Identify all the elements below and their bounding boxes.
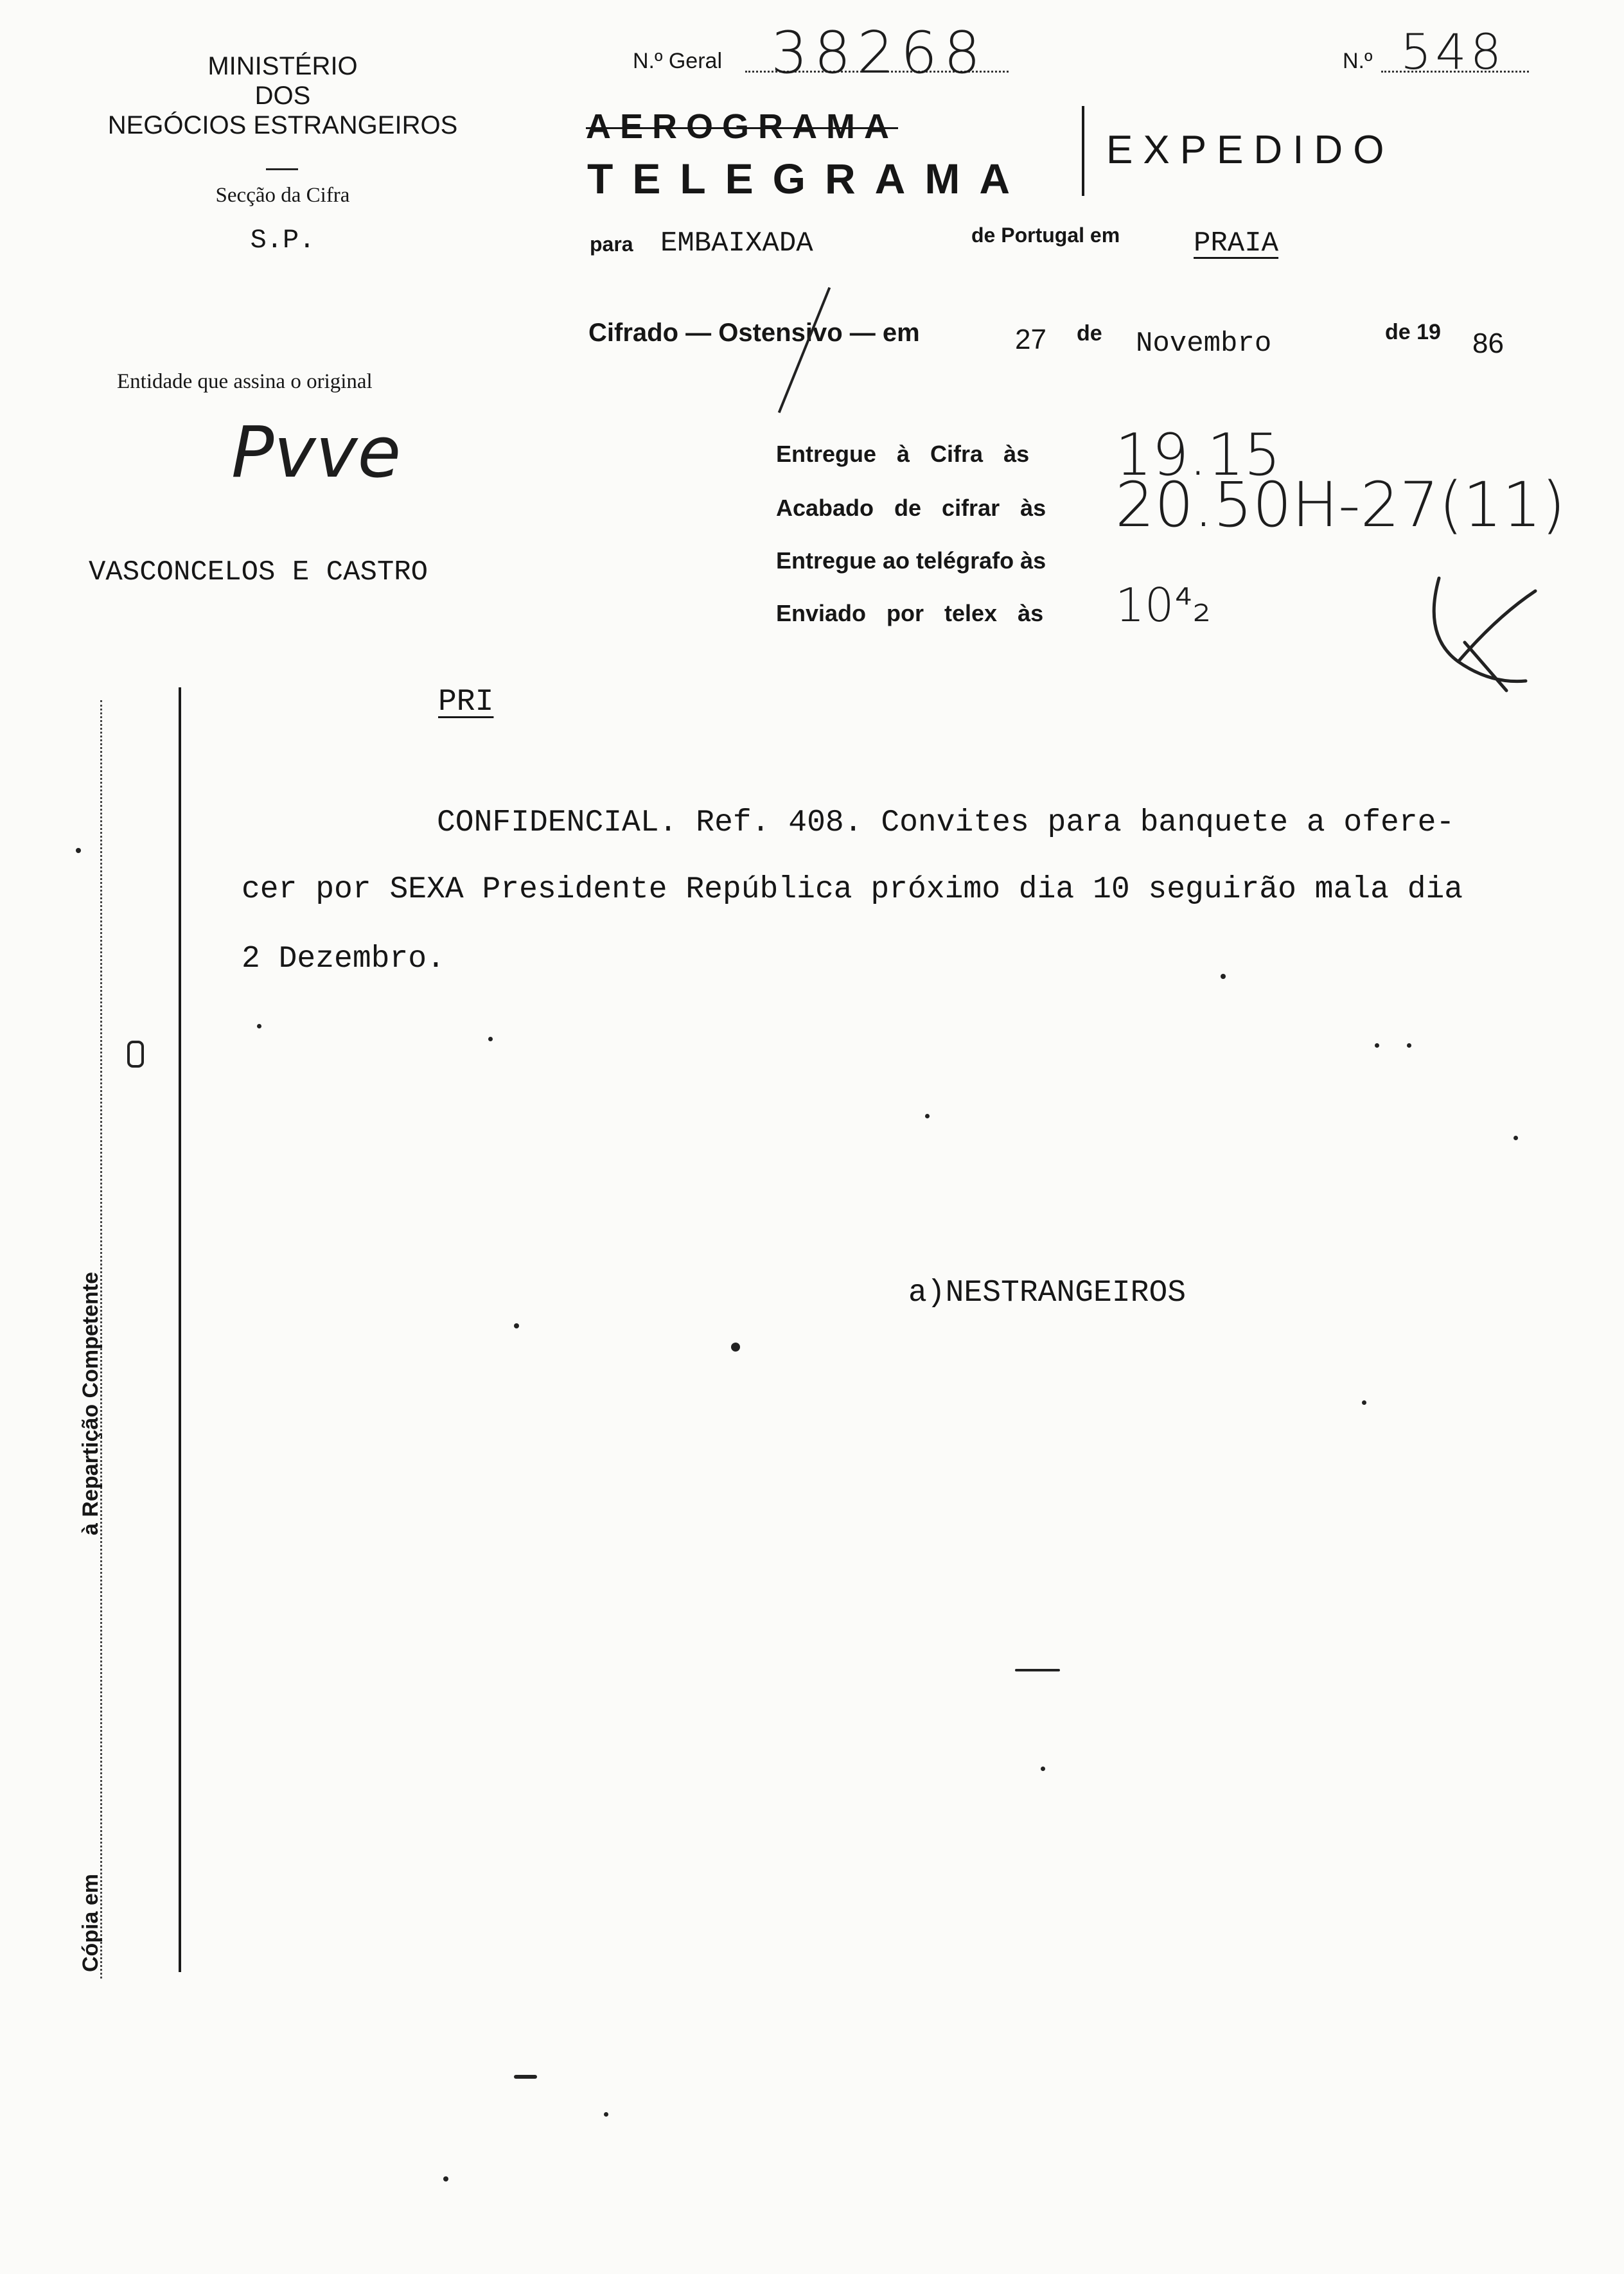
entregue-cifra-label: Entregue à Cifra às — [776, 441, 1030, 467]
dispatch-strike-mark — [778, 287, 831, 413]
telex-label: Enviado por telex às — [776, 600, 1044, 626]
dispatch-day: 27 — [1015, 324, 1046, 355]
speck — [604, 2112, 608, 2117]
margin-rule-right — [179, 687, 181, 1972]
para-value: EMBAIXADA — [660, 227, 813, 260]
speck — [1375, 1043, 1379, 1048]
speck — [1041, 1767, 1045, 1771]
signer-name: VASCONCELOS E CASTRO — [89, 556, 428, 588]
ministry-line-1: MINISTÉRIO — [207, 52, 358, 80]
telex-value: 10⁴₂ — [1115, 578, 1212, 632]
telegrafo-label: Entregue ao telégrafo às — [776, 547, 1046, 574]
numero-label: N.º — [1343, 49, 1373, 73]
expedido-stamp: EXPEDIDO — [1106, 128, 1395, 172]
telegrama-title: TELEGRAMA — [587, 155, 1029, 202]
de-portugal-label: de Portugal em — [971, 224, 1120, 247]
signature-line: a)NESTRANGEIROS — [908, 1276, 1187, 1310]
entregue-cifra-value: 19.15 — [1115, 421, 1281, 489]
acabado-label: Acabado de cifrar às — [776, 495, 1046, 521]
dispatch-de-19: de 19 — [1385, 320, 1441, 344]
check-mark-icon — [1420, 565, 1548, 700]
signer-label: Entidade que assina o original — [117, 370, 373, 393]
body-line-2: cer por SEXA Presidente República próximo dia 10 seguirão mala dia — [242, 872, 1463, 907]
section-rule — [266, 168, 298, 170]
section-code: S.P. — [250, 225, 315, 256]
para-label: para — [590, 233, 633, 256]
dispatch-mode: Cifrado — Ostensivo — em — [588, 319, 920, 347]
speck — [925, 1114, 930, 1118]
dispatch-de-1: de — [1077, 321, 1102, 346]
de-portugal-value: PRAIA — [1194, 227, 1279, 260]
speck — [514, 1323, 519, 1328]
aerograma-struck: AEROGRAMA — [586, 107, 898, 146]
ministry-line-2: DOS — [254, 82, 311, 110]
speck — [731, 1343, 740, 1352]
priority-marker: PRI — [438, 685, 494, 719]
speck — [443, 2176, 448, 2181]
numero-value: 548 — [1400, 23, 1506, 80]
dispatch-month: Novembro — [1136, 328, 1272, 360]
numero-geral-label: N.º Geral — [633, 49, 723, 73]
ministry-line-3: NEGÓCIOS ESTRANGEIROS — [107, 111, 458, 139]
speck — [257, 1024, 261, 1028]
acabado-value: 20.50H-27(11) — [1115, 469, 1566, 541]
speck — [488, 1037, 493, 1041]
title-divider — [1082, 106, 1084, 196]
speck — [1221, 974, 1226, 979]
speck — [1407, 1043, 1411, 1048]
speck — [1015, 1669, 1060, 1671]
speck — [76, 848, 81, 853]
speck — [1362, 1400, 1366, 1405]
reparticao-label: à Repartição Competente — [78, 1272, 103, 1535]
margin-hole-icon — [127, 1041, 144, 1068]
speck — [514, 2075, 537, 2079]
signer-initials: Pvve — [231, 411, 402, 493]
body-line-3: 2 Dezembro. — [242, 942, 445, 976]
copia-em-label: Cópia em — [78, 1873, 103, 1972]
dispatch-year: 86 — [1472, 328, 1504, 359]
numero-geral-value: 38268 — [771, 19, 987, 87]
section-label: Secção da Cifra — [215, 184, 350, 207]
speck — [1514, 1136, 1518, 1140]
body-line-1: CONFIDENCIAL. Ref. 408. Convites para banquete a ofere- — [437, 806, 1455, 840]
ministry-heading — [64, 51, 501, 140]
